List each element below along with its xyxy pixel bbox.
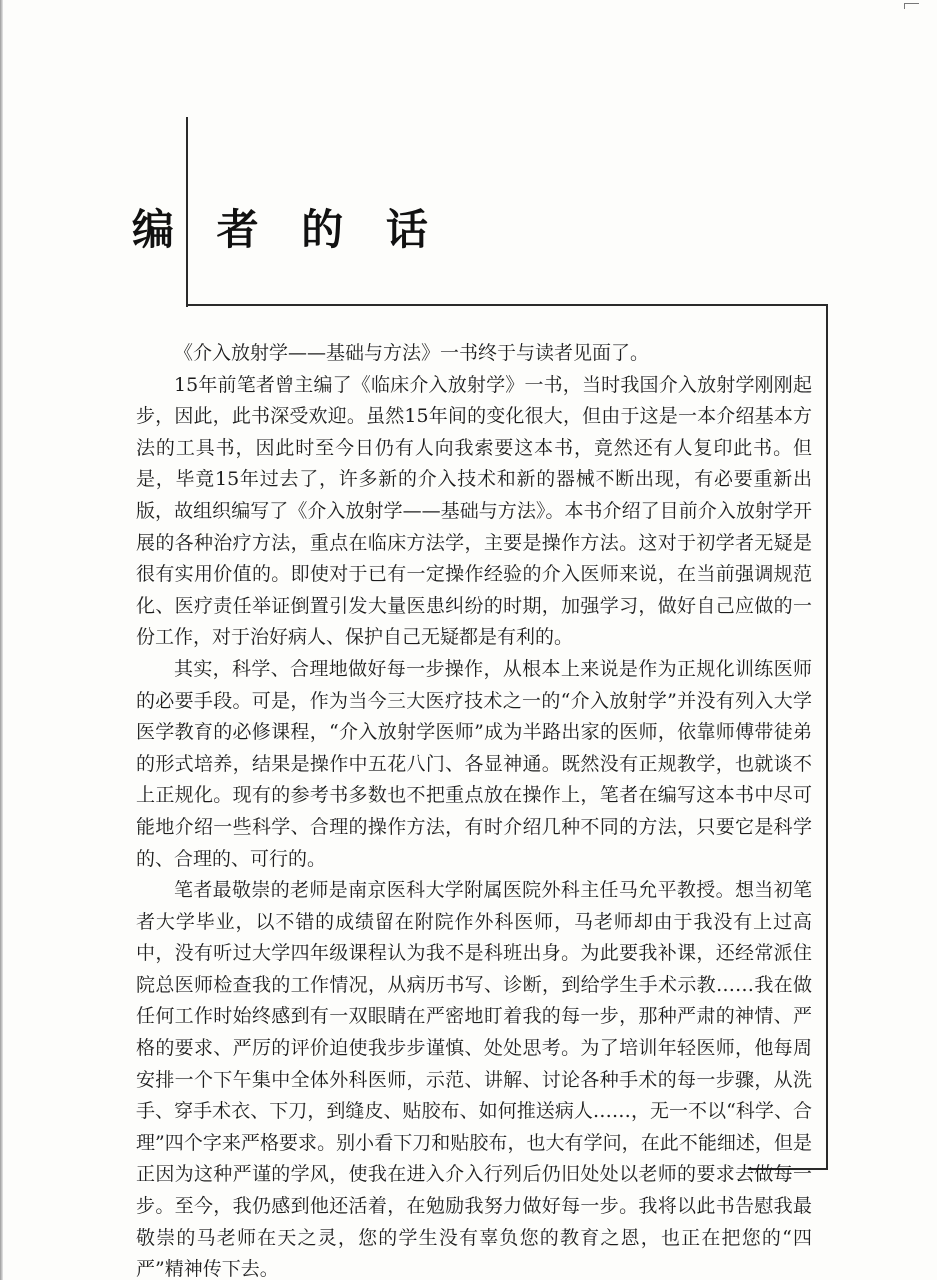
paragraph: 《介入放射学——基础与方法》一书终于与读者见面了。 [174,342,650,364]
preface-body [136,338,812,1286]
paragraph: 笔者最敬崇的老师是南京医科大学附属医院外科主任马允平教授。想当初笔者大学毕业，以不错的成绩留在附院作外科医师，马老师却由于我没有上过高中，没有听过大学四年级课程认为我不是科班出身。为此要我补课，还经常派住院总医师检查我的工作情况，从病历书写、诊断，到给学生手术示教……我在做任何工作时始终感到有一双眼睛在严密地盯着我的每一步，那种严肃的神情、严格的要求、严厉的评价迫使我步步谨慎、处处思考。为了培训年轻医师，他每周安排一个下午集中全体外科医师，示范、讲解、讨论各种手术的每一步骤，从洗手、穿手术衣、下刀，到缝皮、贴胶布、如何推送病人……，无一不以“科学、合理”四个字来严格要求。别小看下刀和贴胶布，也大有学问，在此不能细述，但是正因为这种严谨的学风，使我在进入介入行列后仍旧处处以老师的要求去做每一步。至今，我仍感到他还活着，在勉励我努力做好每一步。我将以此书告慰我最敬崇的马老师在天之灵，您的学生没有辜负您的教育之恩，也正在把您的“四严”精神传下去。 [136,879,812,1281]
title-frame-horizontal-line [186,304,827,306]
text-frame-right-line [826,304,828,1170]
scan-edge-shadow [0,0,3,1280]
page-title: 编 者 的 话 [132,205,442,255]
paragraph: 其实，科学、合理地做好每一步操作，从根本上来说是作为正规化训练医师的必要手段。可是，作为当今三大医疗技术之一的“介入放射学”并没有列入大学医学教育的必修课程，“介入放射学医师”成为半路出家的医师，依靠师傅带徒弟的形式培养，结果是操作中五花八门、各显神通。既然没有正规教学，也就谈不上正规化。现有的参考书多数也不把重点放在操作上，笔者在编写这本书中尽可能地介绍一些科学、合理的操作方法，有时介绍几种不同的方法，只要它是科学的、合理的、可行的。 [136,657,812,870]
paragraph: 15年前笔者曾主编了《临床介入放射学》一书，当时我国介入放射学刚刚起步，因此，此书深受欢迎。虽然15年间的变化很大，但由于这是一本介绍基本方法的工具书，因此时至今日仍有人向我索要这本书，竟然还有人复印此书。但是，毕竟15年过去了，许多新的介入技术和新的器械不断出现，有必要重新出版，故组织编写了《介入放射学——基础与方法》。本书介绍了目前介入放射学开展的各种治疗方法，重点在临床方法学，主要是操作方法。这对于初学者无疑是很有实用价值的。即使对于已有一定操作经验的介入医师来说，在当前强调规范化、医疗责任举证倒置引发大量医患纠纷的时期，加强学习，做好自己应做的一份工作，对于治好病人、保护自己无疑都是有利的。 [136,373,812,649]
scan-corner-mark [904,3,919,9]
